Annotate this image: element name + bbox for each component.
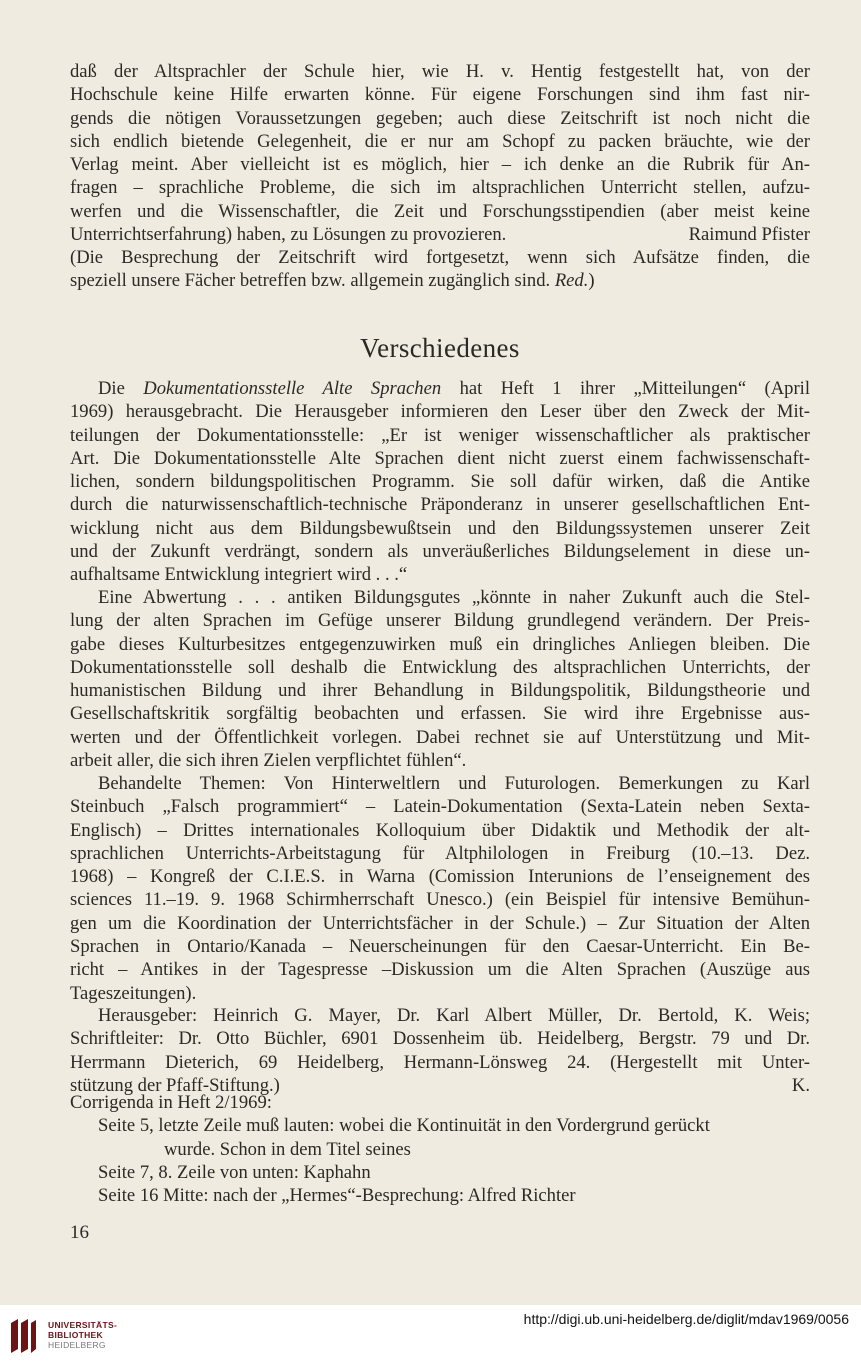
text-line: Herrmann Dieterich, 69 Heidelberg, Hermann-Lönsweg 24. (Hergestellt mit Unter- <box>70 1051 810 1073</box>
text-line: Behandelte Themen: Von Hinterweltlern und Futurologen. Bemerkungen zu Karl <box>98 773 810 794</box>
paragraph-2 <box>70 586 810 772</box>
text-line: Art. Die Dokumentationsstelle Alte Sprachen dient nicht zuerst einem fachwissenschaft- <box>70 447 810 469</box>
text-line: und der Zukunft verdrängt, sondern als unveräußerliches Bildungselement in diese un- <box>70 541 810 563</box>
text-line: Sprachen in Ontario/Kanada – Neuerscheinungen für den Caesar-Unterricht. Ein Be- <box>70 936 810 958</box>
author-signature: K. <box>791 1074 810 1096</box>
library-name <box>48 1320 117 1350</box>
library-logo-icon <box>8 1317 38 1355</box>
paragraph-1 <box>70 377 810 587</box>
text-line: sich endlich bietende Gelegenheit, die er nur am Schopf zu packen bräuchte, wie der <box>70 130 810 152</box>
text-line: durch die naturwissenschaftlich-technische Präponderanz in unserer gesellschaftlichen Ent- <box>70 494 810 516</box>
corrigenda-title: Corrigenda in Heft 2/1969: <box>70 1092 272 1113</box>
text-line: gen um die Koordination der Unterrichtsfächer in der Schule.) – Zur Situation der Alten <box>70 912 810 934</box>
text-line: Englisch) – Drittes internationales Kolloquium über Didaktik und Methodik der alt- <box>70 819 810 841</box>
text-line: fragen – sprachliche Probleme, die sich im altsprachlichen Unterricht stellen, aufzu- <box>70 177 810 199</box>
text-line: Steinbuch „Falsch programmiert“ – Latein-Dokumentation (Sexta-Latein neben Sexta- <box>70 796 810 818</box>
institution-name: Dokumentationsstelle Alte Sprachen <box>143 378 442 399</box>
text-fragment: ) <box>588 270 595 292</box>
corrigenda-item: Seite 7, 8. Zeile von unten: Kaphahn <box>98 1161 371 1183</box>
author-signature: Raimund Pfister <box>688 224 810 246</box>
text-line: richt – Antikes in der Tagespresse –Diskussion um die Alten Sprachen (Auszüge aus <box>70 959 810 981</box>
text-line: humanistischen Bildung und ihrer Behandlung in Bildungspolitik, Bildungstheorie und <box>70 680 810 702</box>
corrigenda <box>70 1091 810 1207</box>
text-line: Unterrichtserfahrung) haben, zu Lösungen zu provozieren. <box>70 224 507 246</box>
text-fragment: speziell unsere Fächer betreffen bzw. allgemein zugänglich sind. <box>70 270 555 292</box>
text-line: Eine Abwertung . . . antiken Bildungsgutes „könnte in naher Zukunft auch die Stel- <box>98 587 810 608</box>
text-line: Tageszeitungen). <box>70 982 197 1004</box>
text-line: Herausgeber: Heinrich G. Mayer, Dr. Karl Albert Müller, Dr. Bertold, K. Weis; <box>98 1005 810 1026</box>
text-line: lichen, sondern bildungspolitischen Programm. Sie soll dafür wirken, daß die Antike <box>70 471 810 493</box>
text-line: sciences 11.–19. 9. 1968 Schirmherrschaft Unesco.) (ein Beispiel für intensive Bemühun- <box>70 889 810 911</box>
text-line: gabe dieses Kulturbesitzes entgegenzuwirken muß ein dringliches Anliegen bleiben. Die <box>70 633 810 655</box>
text-line: lung der alten Sprachen im Gefüge unserer Bildung grundlegend verändern. Der Preis- <box>70 610 810 632</box>
text-line: Verlag meint. Aber vielleicht ist es möglich, hier – ich denke an die Rubrik für An- <box>70 154 810 176</box>
text-fragment: Die <box>98 378 144 399</box>
text-line: Dokumentationsstelle soll deshalb die Entwicklung des altsprachlichen Unterrichts, der <box>70 656 810 678</box>
page-number: 16 <box>70 1222 89 1243</box>
corrigenda-item-continuation: wurde. Schon in dem Titel seines <box>164 1138 411 1160</box>
text-line: werten und der Öffentlichkeit vorlegen. Dabei rechnet sie auf Unterstützung und Mit- <box>70 726 810 748</box>
text-line: gends die nötigen Voraussetzungen gegeben; auch diese Zeitschrift ist noch nicht die <box>70 107 810 129</box>
corrigenda-item: Seite 16 Mitte: nach der „Hermes“-Besprechung: Alfred Richter <box>98 1185 576 1207</box>
text-line <box>70 377 810 400</box>
text-line: werfen und die Wissenschaftler, die Zeit und Forschungsstipendien (aber meist keine <box>70 200 810 222</box>
editorial-note <box>70 246 810 293</box>
library-name-line: UNIVERSITÄTS- <box>48 1320 118 1330</box>
text-fragment: hat Heft 1 ihrer „Mitteilungen“ (April <box>441 378 811 399</box>
text-line: arbeit aller, die sich ihren Zielen verpflichtet fühlen“. <box>70 750 467 772</box>
library-name-line: BIBLIOTHEK <box>48 1330 103 1340</box>
paragraph-3 <box>70 772 810 1005</box>
text-line: teilungen der Dokumentationsstelle: „Er ist weniger wissenschaftlicher als praktischer <box>70 424 810 446</box>
source-url-link[interactable]: http://digi.ub.uni-heidelberg.de/diglit/mdav1969/0056 <box>523 1311 849 1327</box>
digitization-footer <box>0 1305 861 1366</box>
text-line: Gesellschaftskritik sorgfältig beobachten und erfassen. Sie wird ihre Ergebnisse aus- <box>70 703 810 725</box>
text-line: (Die Besprechung der Zeitschrift wird fortgesetzt, wenn sich Aufsätze finden, die <box>70 247 810 268</box>
text-line: wicklung nicht aus dem Bildungsbewußtsein und den Bildungssystemen unserer Zeit <box>70 517 810 539</box>
corrigenda-item: Seite 5, letzte Zeile muß lauten: wobei die Kontinuität in den Vordergrund gerückt <box>98 1115 710 1137</box>
text-line: Schriftleiter: Dr. Otto Büchler, 6901 Dossenheim üb. Heidelberg, Bergstr. 79 und Dr. <box>70 1028 810 1050</box>
text-line: stützung der Pfaff-Stiftung.) <box>70 1074 280 1096</box>
text-line: Hochschule keine Hilfe erwarten könne. Für eigene Forschungen sind ihm fast nir- <box>70 84 810 106</box>
text-line-with-signature <box>70 223 810 246</box>
review-ending <box>70 60 810 246</box>
text-line: 1968) – Kongreß der C.I.E.S. in Warna (Comission Interunions de l’enseignement des <box>70 866 810 888</box>
library-name-line: HEIDELBERG <box>48 1340 106 1350</box>
paragraph-4 <box>70 1004 810 1097</box>
text-line <box>70 269 810 292</box>
text-line: 1969) herausgebracht. Die Herausgeber informieren den Leser über den Zweck der Mit- <box>70 401 810 423</box>
section-heading: Verschiedenes <box>360 333 520 363</box>
text-line: daß der Altsprachler der Schule hier, wie H. v. Hentig festgestellt hat, von der <box>70 61 810 82</box>
editor-abbrev: Red. <box>554 270 589 292</box>
text-line: sprachlichen Unterrichts-Arbeitstagung für Altphilologen in Freiburg (10.–13. Dez. <box>70 842 810 864</box>
text-line: aufhaltsame Entwicklung integriert wird . . .“ <box>70 564 408 586</box>
